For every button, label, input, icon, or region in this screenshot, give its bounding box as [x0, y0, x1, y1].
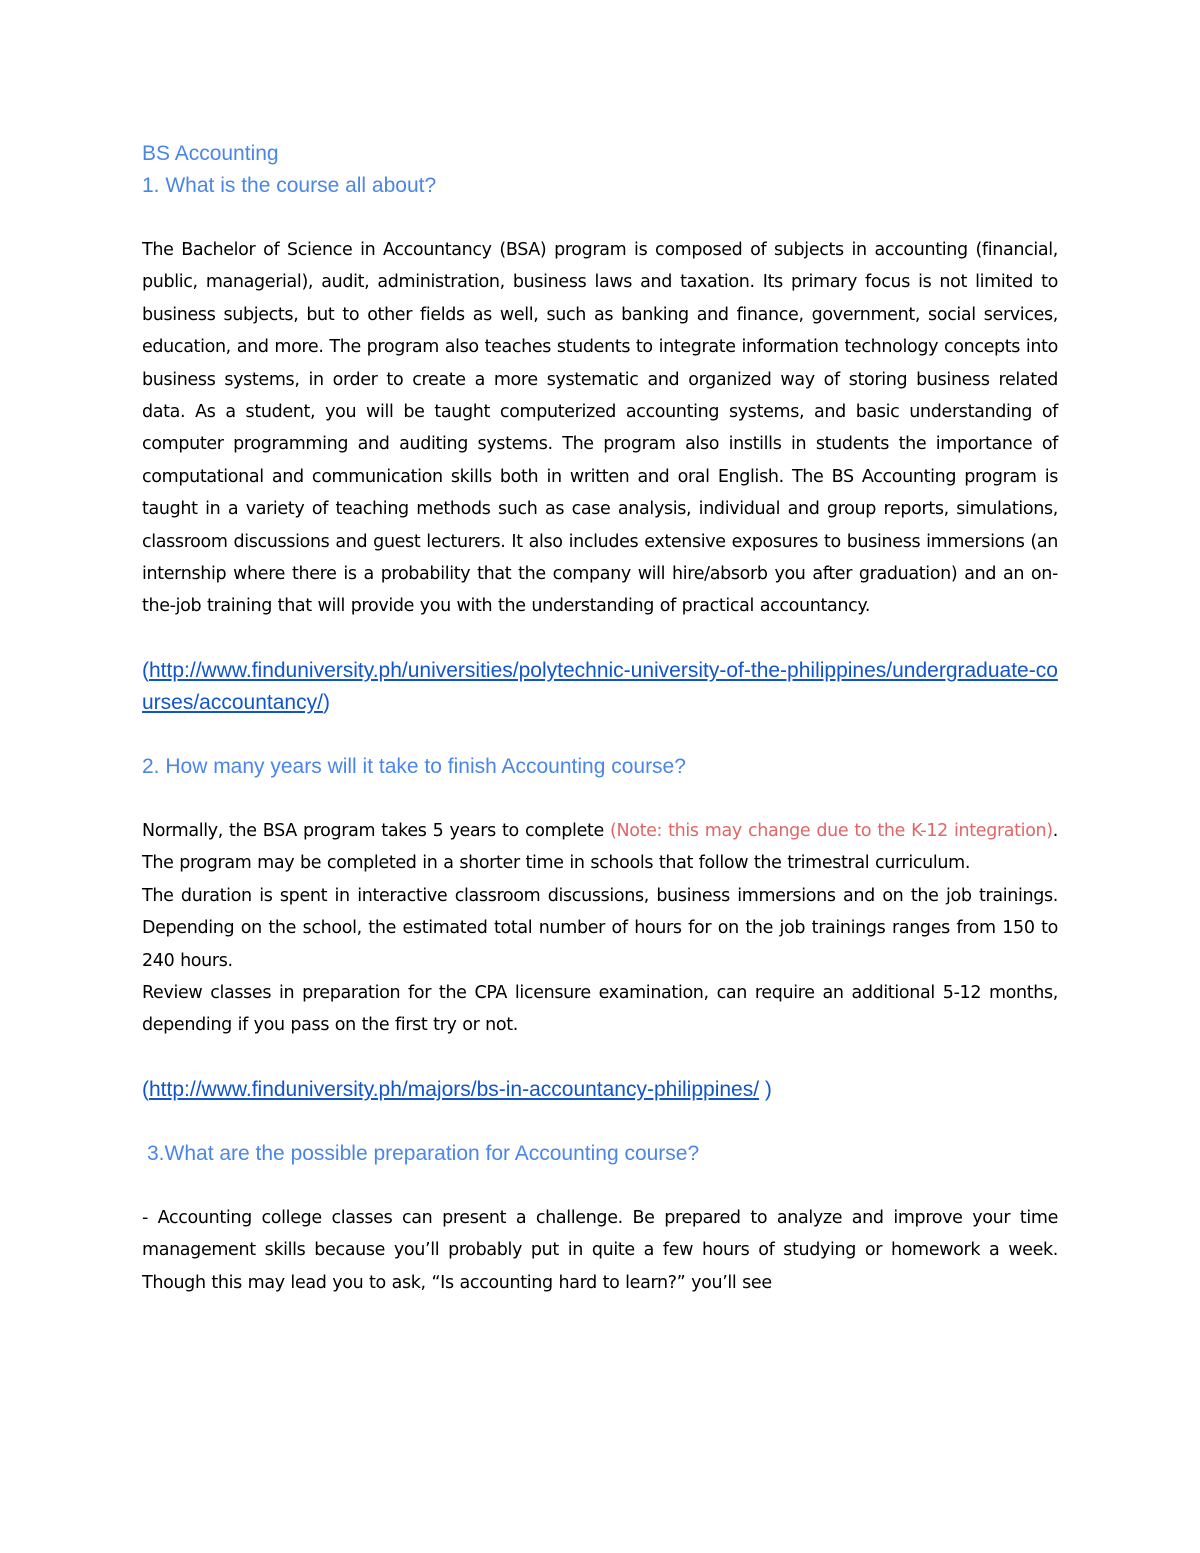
source-2: (http://www.finduniversity.ph/majors/bs-in-accountancy-philippines/ )	[142, 1077, 772, 1101]
answer-3: - Accounting college classes can present a challenge. Be prepared to analyze and improve your time management skills because you’ll probably put in quite a few hours of studying or homework a week. Though this may lead you to ask, “Is accounting hard to learn?” you’ll see	[142, 1207, 1058, 1293]
question-3: 3.What are the possible preparation for Accounting course?	[147, 1141, 700, 1165]
document-title: BS Accounting	[142, 142, 279, 165]
source-link-1[interactable]: http://www.finduniversity.ph/universities/polytechnic-university-of-the-philippines/undergraduate-courses/accountancy/	[142, 658, 1058, 714]
question-2: 2. How many years will it take to finish Accounting course?	[142, 754, 686, 778]
source-link-2[interactable]: http://www.finduniversity.ph/majors/bs-in-accountancy-philippines/	[149, 1077, 760, 1101]
k12-note: (Note: this may change due to the K-12 integration)	[610, 820, 1053, 841]
answer-2-paragraph-2: The duration is spent in interactive classroom discussions, business immersions and on the job trainings. Depending on the school, the estimated total number of hours for on the job trainings ranges from 150 to 240 hours.	[142, 885, 1058, 971]
document-page	[142, 138, 1058, 1299]
answer-2-paragraph-1: Normally, the BSA program takes 5 years to complete (Note: this may change due to the K-12 integration). The program may be completed in a shorter time in schools that follow the trimestral curriculum.	[142, 820, 1058, 874]
source-1: (http://www.finduniversity.ph/universities/polytechnic-university-of-the-philippines/undergraduate-courses/accountancy/)	[142, 658, 1058, 714]
answer-2-paragraph-3: Review classes in preparation for the CPA licensure examination, can require an additional 5-12 months, depending if you pass on the first try or not.	[142, 982, 1058, 1036]
answer-1: The Bachelor of Science in Accountancy (BSA) program is composed of subjects in accounting (financial, public, managerial), audit, administration, business laws and taxation. Its primary focus is not limited to business subjects, but to other fields as well, such as banking and finance, government, social services, education, and more. The program also teaches students to integrate information technology concepts into business systems, in order to create a more systematic and organized way of storing business related data. As a student, you will be taught computerized accounting systems, and basic understanding of computer programming and auditing systems. The program also instills in students the importance of computational and communication skills both in written and oral English. The BS Accounting program is taught in a variety of teaching methods such as case analysis, individual and group reports, simulations, classroom discussions and guest lecturers. It also includes extensive exposures to business immersions (an internship where there is a probability that the company will hire/absorb you after graduation) and an on-the-job training that will provide you with the understanding of practical accountancy.	[142, 240, 1058, 617]
question-1: 1. What is the course all about?	[142, 174, 437, 197]
